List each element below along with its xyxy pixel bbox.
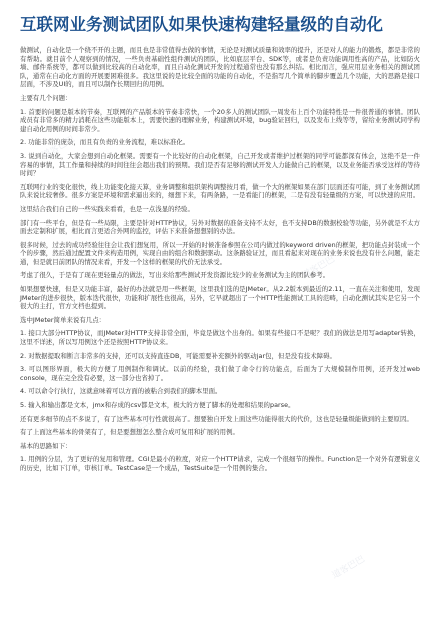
paragraph: 有了上面这些基本的骨架有了，但是要想想怎么整合成可复用和扩展的用例。 bbox=[20, 428, 239, 437]
paragraph: 如果想要快速，但是又功能丰富，最好的办法就是用一些框架，这里我们选的是JMeter。从2.2版本到最近的2.11，一直在关注和使用，发现JMeter的进步很快，版本迭代很快，功能和扩展性也很高，另外，它早就超出了一个HTTP性能测试工具的范畴，自动化测试其实是它另一个很大的主打，官方文档也提到。 bbox=[20, 285, 420, 311]
paragraph: 基本的思路如下： bbox=[20, 441, 72, 450]
paragraph: 还有更多细节的点不多说了，有了这些基本可行性就很高了。想要独自开发上面这些功能得很大的代价，这也是轻量级能做到的主要原因。 bbox=[20, 414, 413, 423]
paragraph: 互联网行业的变化很快，线上功能变化接天算，业务调整和组织架构调整按月看，做一个大的框架如果在部门层面还有可能，到了业务测试团队来说比较奢侈。很多方案是环境和需求逼出来的，细想下来，有两条路，一是看能门的框架，二是有没有轻量级的方案，可以快速的应用。 bbox=[20, 182, 420, 200]
paragraph: 5. 输入和输出都是文本，jmx和存成的csv都是文本，极大的方便了脚本的处理和结果的parse。 bbox=[20, 401, 295, 409]
paragraph: 选中JMeter简单来说有几点： bbox=[20, 315, 106, 324]
paragraph: 1. 用例的分层，为了更好的复用和管理。CGI是最小的粒度，对应一个HTTP请求，完成一个很细节的操作。Function是一个对外有逻辑意义的历史，比如下订单，审核订单。TestCase是一个成品，TestSuite是一个用例的集合。 bbox=[20, 455, 420, 472]
watermark: 道客巴巴 bbox=[300, 254, 337, 282]
paragraph: 3. 可以图形界面，极大的方便了用例制作和调试。以前的经验，我们做了命令行的功能点，后面为了大规模制作用例，还开发过web console，现在完全没有必要，这一部分也省掉了。 bbox=[20, 365, 420, 382]
paragraph: 这里结合我们自己的一些实践来看看，也是一点浅显的经验。 bbox=[20, 204, 194, 213]
paragraph: 1. 接口大部分HTTP协议，而JMeter对HTTP支持非常全面，毕竟是做这个出身的。如果有些接口不是呢？我们的做法是用写adapter转换，这里不详述，所以写用例这个还是按照HTTP协议来。 bbox=[20, 329, 420, 347]
paragraph: 1. 首要的问题是版本的节奏，互联网的产品版本的节奏非常快，一个20多人的测试团队一周发布上百个功能特性是一件很普通的事情。团队成员有非常多的精力消耗在这些功能版本上，需要快速的理解业务，构建测试环境，bug验证回归，以及发布上线等等，留给业务测试同学构建自动化用例的时间非常少。 bbox=[20, 107, 420, 133]
paragraph: 3. 说到自动化，大家会想到自动化框架。需要有一个比较好的自动化框架，自己开发或者维护过框架的同学可能都深有体会，这绝不是一件容易的事情，其工作量和持续的时间往往会超出我们的预期。我们是否有足够的测试开发人力能做自己的框架，以及业务能否承受这样的等待时间？ bbox=[20, 151, 420, 178]
paragraph: 主要有几个问题： bbox=[20, 93, 72, 102]
watermark: 道客巴巴 bbox=[40, 134, 77, 162]
paragraph: 2. 对数据提取和断言非常多的支持，还可以支持直连DB，可能需要补充额外的驱动jar包，但是没有技术障碍。 bbox=[20, 351, 336, 360]
paragraph: 4. 可以命令行执行，这就意味着可以方面的被粘合到我们的脚本里面。 bbox=[20, 387, 222, 396]
paragraph: 2. 功能非常的庞杂，而且有负责的业务流程，难以标准化。 bbox=[20, 138, 190, 147]
paragraph: 做测试，自动化是一个绕不开的主题，而且也是非常值得去做的事情，无论是对测试质量和效率的提升，还是对人的能力的锻炼，都是非常的有帮助。就目前个人观察到的情况，一些负责基础性组件测试的团队，比如底层平台、SDK等，或者是负责功能调用性高的产品，比如防火墙、邮件系统等，都可以做到比较高的自动化率，而且自动化测试开发的过程通常也没有那么纠结。相比而言，强应用层业务相关的测试团队，通常在自动化方面的开展要困难很多。我这里说的是比较全面的功能的自动化，不是指写几个简单的脚步覆盖几个功能，大的思路是接口层面，不涉及UI的，而且可以制作长期回归的用例。 bbox=[20, 46, 420, 89]
paragraph: 很多时候，过去的成功经验往往会让我们想复用，所以一开始的时候准备参照在公司内做过的keyword driven的框架，把功能点封装成一个个的步骤，然后通过配置文件来构造用例，实现自由的组合和数据驱动。这条路验证过，而且看起来对现在的业务来说也没有什么问题，能走通，但是就目前团队的情况来看，开发一个这样的框架的代价无法承受。 bbox=[20, 240, 420, 266]
document-title: 互联网业务测试团队如果快速构建轻量级的自动化 bbox=[20, 15, 383, 34]
watermark: 道客巴巴 bbox=[120, 414, 157, 442]
paragraph: 考虑了很久，于是有了现在更轻量点的做法，写出来给那些测试开发资源比较少的业务测试为主的团队参考。 bbox=[20, 271, 330, 280]
document-body bbox=[20, 46, 420, 473]
watermark: 道客巴巴 bbox=[330, 554, 367, 582]
paragraph: 部门有一些平台，但是有一些局限，主要是针对HTTP协议，另外对数据的准备支持不太好，也不支持DB的数据校验等功能，另外就是不太方面去定制和扩展，相比而言更适合外网的监控，评估下来准备想想别的办法。 bbox=[20, 218, 420, 236]
